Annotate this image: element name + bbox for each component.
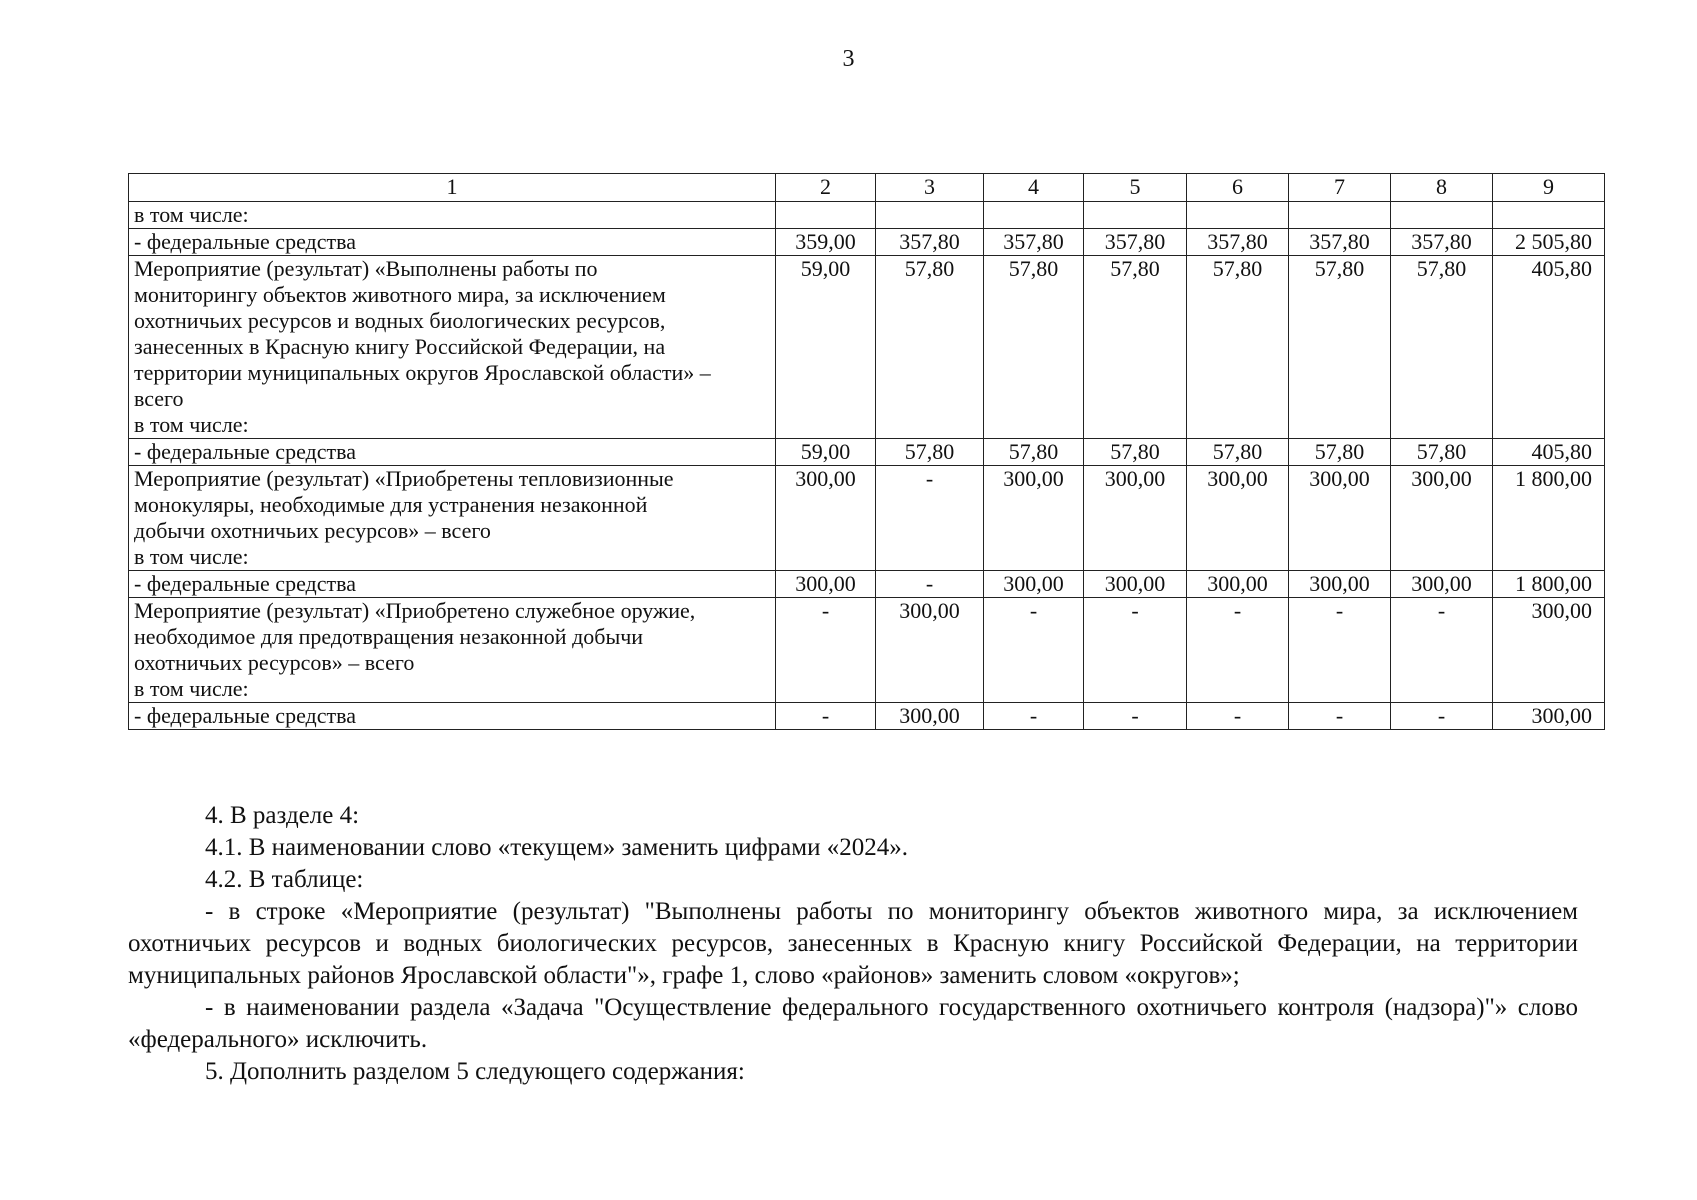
table-cell-value: 59,00 <box>776 256 876 439</box>
column-header: 6 <box>1187 174 1289 202</box>
amendment-text <box>128 800 1578 1088</box>
row-label-line: всего <box>134 386 184 411</box>
row-label <box>129 466 776 571</box>
row-label-line: занесенных в Красную книгу Российской Федерации, на <box>134 334 666 359</box>
table-cell-value: 300,00 <box>984 466 1084 571</box>
table-cell-value: 57,80 <box>876 439 984 466</box>
row-label: в том числе: <box>129 202 776 229</box>
table-cell-value: - <box>1084 703 1187 730</box>
table-cell-value: 57,80 <box>984 439 1084 466</box>
table-cell-value: 300,00 <box>1289 571 1391 598</box>
table-cell-value: 357,80 <box>1084 229 1187 256</box>
column-header: 4 <box>984 174 1084 202</box>
table-cell-value: 405,80 <box>1493 439 1605 466</box>
table-row <box>129 598 1605 703</box>
table-cell-value <box>776 202 876 229</box>
table-cell-value: 1 800,00 <box>1493 466 1605 571</box>
table-cell-value: 300,00 <box>776 571 876 598</box>
table-cell-value: 57,80 <box>1391 439 1493 466</box>
funding-table-container <box>128 173 1604 730</box>
column-header: 5 <box>1084 174 1187 202</box>
row-label-line: территории муниципальных округов Ярославской области» – <box>134 360 711 385</box>
table-cell-value: - <box>876 466 984 571</box>
table-cell-value: 2 505,80 <box>1493 229 1605 256</box>
table-cell-value: 300,00 <box>1084 571 1187 598</box>
table-row <box>129 439 1605 466</box>
table-cell-value: 57,80 <box>1084 256 1187 439</box>
table-cell-value: 300,00 <box>1493 703 1605 730</box>
table-cell-value: 300,00 <box>1187 466 1289 571</box>
table-cell-value: - <box>1187 703 1289 730</box>
table-cell-value: - <box>776 703 876 730</box>
table-cell-value <box>1391 202 1493 229</box>
table-row <box>129 229 1605 256</box>
row-label-line: монокуляры, необходимые для устранения незаконной <box>134 492 648 517</box>
table-cell-value: - <box>1391 598 1493 703</box>
funding-table <box>128 173 1605 730</box>
table-cell-value: 300,00 <box>1289 466 1391 571</box>
table-cell-value: 300,00 <box>1493 598 1605 703</box>
row-label-line: в том числе: <box>134 676 249 701</box>
table-row <box>129 703 1605 730</box>
table-cell-value: - <box>876 571 984 598</box>
row-label-line: в том числе: <box>134 412 249 437</box>
table-cell-value: 300,00 <box>1084 466 1187 571</box>
table-cell-value: 57,80 <box>1187 256 1289 439</box>
row-label: - федеральные средства <box>129 229 776 256</box>
table-cell-value: 57,80 <box>1187 439 1289 466</box>
table-cell-value: 300,00 <box>1391 571 1493 598</box>
table-row <box>129 202 1605 229</box>
table-cell-value: 357,80 <box>876 229 984 256</box>
column-header: 2 <box>776 174 876 202</box>
table-cell-value <box>1493 202 1605 229</box>
table-cell-value <box>876 202 984 229</box>
row-label-line: в том числе: <box>134 544 249 569</box>
table-cell-value: 59,00 <box>776 439 876 466</box>
row-label: - федеральные средства <box>129 571 776 598</box>
table-cell-value: 57,80 <box>1084 439 1187 466</box>
column-header: 1 <box>129 174 776 202</box>
row-label-line: Мероприятие (результат) «Приобретено служебное оружие, <box>134 598 696 623</box>
column-header: 9 <box>1493 174 1605 202</box>
row-label: - федеральные средства <box>129 703 776 730</box>
table-row <box>129 256 1605 439</box>
table-cell-value: 57,80 <box>1289 439 1391 466</box>
table-cell-value: 405,80 <box>1493 256 1605 439</box>
table-cell-value: 300,00 <box>1187 571 1289 598</box>
row-label-line: охотничьих ресурсов и водных биологических ресурсов, <box>134 308 666 333</box>
table-cell-value: - <box>984 598 1084 703</box>
table-cell-value: - <box>1187 598 1289 703</box>
paragraph-4-1: 4.1. В наименовании слово «текущем» заменить цифрами «2024». <box>205 834 908 861</box>
table-cell-value: - <box>1084 598 1187 703</box>
paragraph-section-name-change: - в наименовании раздела «Задача "Осуществление федерального государственного охотничьего контроля (надзора)"» слово «федерального» исключить. <box>128 994 1578 1053</box>
row-label-line: Мероприятие (результат) «Выполнены работы по <box>134 256 598 281</box>
row-label: - федеральные средства <box>129 439 776 466</box>
table-cell-value: 57,80 <box>1289 256 1391 439</box>
table-cell-value <box>1289 202 1391 229</box>
row-label <box>129 598 776 703</box>
row-label-line: добычи охотничьих ресурсов» – всего <box>134 518 491 543</box>
table-cell-value: 300,00 <box>776 466 876 571</box>
row-label-line: необходимое для предотвращения незаконной добычи <box>134 624 644 649</box>
column-header: 3 <box>876 174 984 202</box>
table-row <box>129 571 1605 598</box>
paragraph-4-2: 4.2. В таблице: <box>205 866 364 893</box>
table-cell-value: 357,80 <box>984 229 1084 256</box>
table-cell-value: 300,00 <box>984 571 1084 598</box>
table-cell-value: 357,80 <box>1289 229 1391 256</box>
table-cell-value: - <box>1289 703 1391 730</box>
table-cell-value: 300,00 <box>876 598 984 703</box>
table-cell-value: 300,00 <box>876 703 984 730</box>
row-label-line: охотничьих ресурсов» – всего <box>134 650 415 675</box>
table-body <box>129 202 1605 730</box>
page-number: 3 <box>842 46 855 72</box>
table-row <box>129 466 1605 571</box>
row-label <box>129 256 776 439</box>
table-cell-value: 357,80 <box>1391 229 1493 256</box>
column-header: 7 <box>1289 174 1391 202</box>
table-cell-value: - <box>1391 703 1493 730</box>
paragraph-row-change: - в строке «Мероприятие (результат) "Выполнены работы по мониторингу объектов животного мира, за исключением охотничьих ресурсов и водных биологических ресурсов, занесенных в Красную книгу Российской Федерации, на территории муниципальных районов Ярославской области"», графе 1, слово «районов» заменить словом «округов»; <box>128 898 1578 989</box>
paragraph-section-4: 4. В разделе 4: <box>205 802 360 829</box>
table-cell-value <box>1084 202 1187 229</box>
table-header-row <box>129 174 1605 202</box>
row-label-line: Мероприятие (результат) «Приобретены тепловизионные <box>134 466 674 491</box>
paragraph-section-5: 5. Дополнить разделом 5 следующего содержания: <box>205 1058 745 1085</box>
table-cell-value: 357,80 <box>1187 229 1289 256</box>
table-cell-value <box>1187 202 1289 229</box>
table-cell-value: - <box>1289 598 1391 703</box>
table-cell-value: 359,00 <box>776 229 876 256</box>
row-label-line: мониторингу объектов животного мира, за исключением <box>134 282 666 307</box>
table-cell-value: - <box>984 703 1084 730</box>
table-cell-value: 300,00 <box>1391 466 1493 571</box>
column-header: 8 <box>1391 174 1493 202</box>
table-cell-value: 57,80 <box>876 256 984 439</box>
table-cell-value: 57,80 <box>984 256 1084 439</box>
table-cell-value: 1 800,00 <box>1493 571 1605 598</box>
table-cell-value <box>984 202 1084 229</box>
table-cell-value: 57,80 <box>1391 256 1493 439</box>
table-cell-value: - <box>776 598 876 703</box>
